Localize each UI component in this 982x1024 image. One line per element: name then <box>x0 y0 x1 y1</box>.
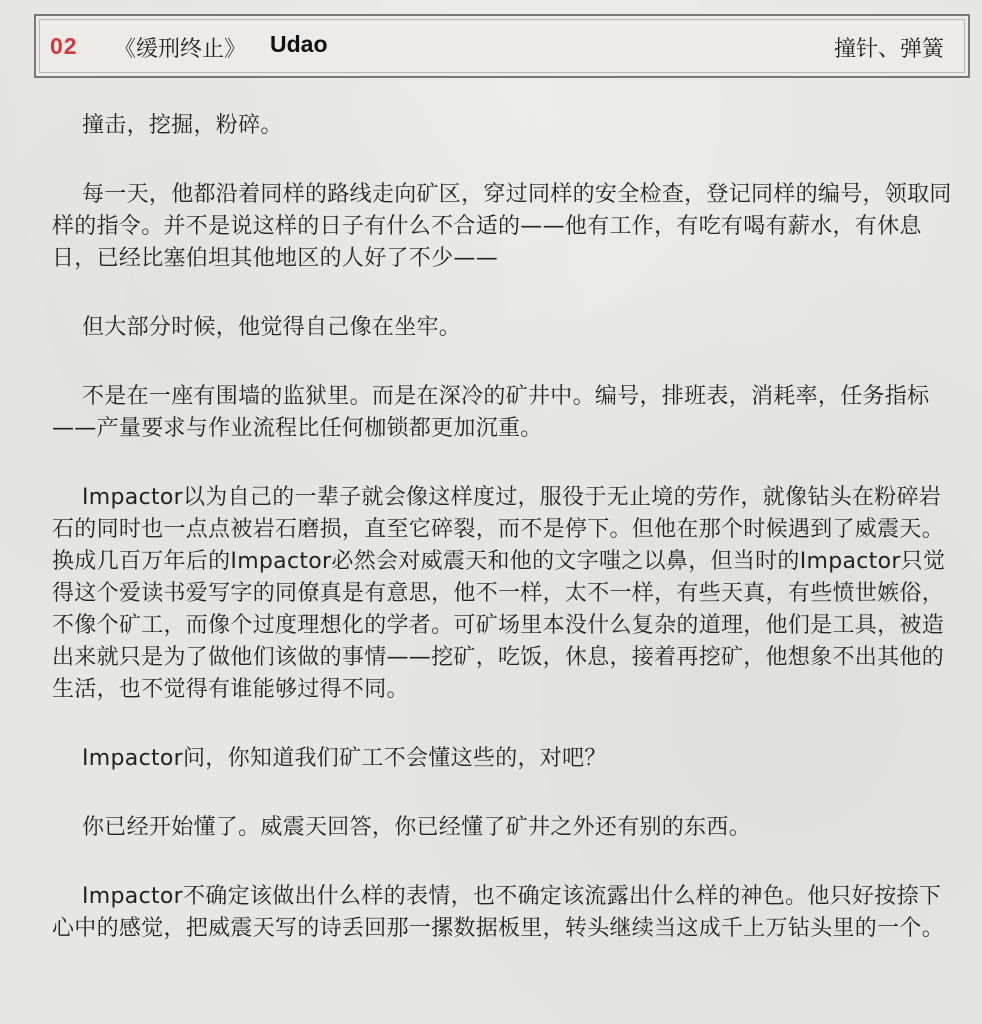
story-body <box>52 110 952 982</box>
chapter-header <box>34 14 970 78</box>
paragraph: Impactor问，你知道我们矿工不会懂这些的，对吧？ <box>82 746 607 771</box>
work-title: 《缓刑终止》 <box>114 37 247 62</box>
paragraph: 不是在一座有围墙的监狱里。而是在深冷的矿井中。编号，排班表，消耗率，任务指标——产量要求与作业流程比任何枷锁都更加沉重。 <box>52 384 930 441</box>
paragraph: 撞击，挖掘，粉碎。 <box>82 113 283 138</box>
chapter-number: 02 <box>50 33 78 59</box>
chapter-tags: 撞针、弹簧 <box>833 37 944 62</box>
paragraph: 但大部分时候，他觉得自己像在坐牢。 <box>82 315 462 340</box>
author-name: Udao <box>270 31 328 57</box>
paragraph: Impactor以为自己的一辈子就会像这样度过，服役于无止境的劳作，就像钻头在粉碎岩石的同时也一点点被岩石磨损，直至它碎裂，而不是停下。但他在那个时候遇到了威震天。换成几百万年后的Impactor必然会对威震天和他的文字嗤之以鼻，但当时的Impactor只觉得这个爱读书爱写字的同僚真是有意思，他不一样，太不一样，有些天真，有些愤世嫉俗，不像个矿工，而像个过度理想化的学者。可矿场里本没什么复杂的道理，他们是工具，被造出来就只是为了做他们该做的事情——挖矿，吃饭，休息，接着再挖矿，他想象不出其他的生活，也不觉得有谁能够过得不同。 <box>52 485 946 702</box>
paragraph: 你已经开始懂了。威震天回答，你已经懂了矿井之外还有别的东西。 <box>82 815 752 840</box>
paragraph: 每一天，他都沿着同样的路线走向矿区，穿过同样的安全检查，登记同样的编号，领取同样的指令。并不是说这样的日子有什么不合适的——他有工作，有吃有喝有薪水，有休息日，已经比塞伯坦其他地区的人好了不少—— <box>52 182 952 271</box>
paragraph: Impactor不确定该做出什么样的表情，也不确定该流露出什么样的神色。他只好按捺下心中的感觉，把威震天写的诗丢回那一摞数据板里，转头继续当这成千上万钻头里的一个。 <box>52 884 945 941</box>
